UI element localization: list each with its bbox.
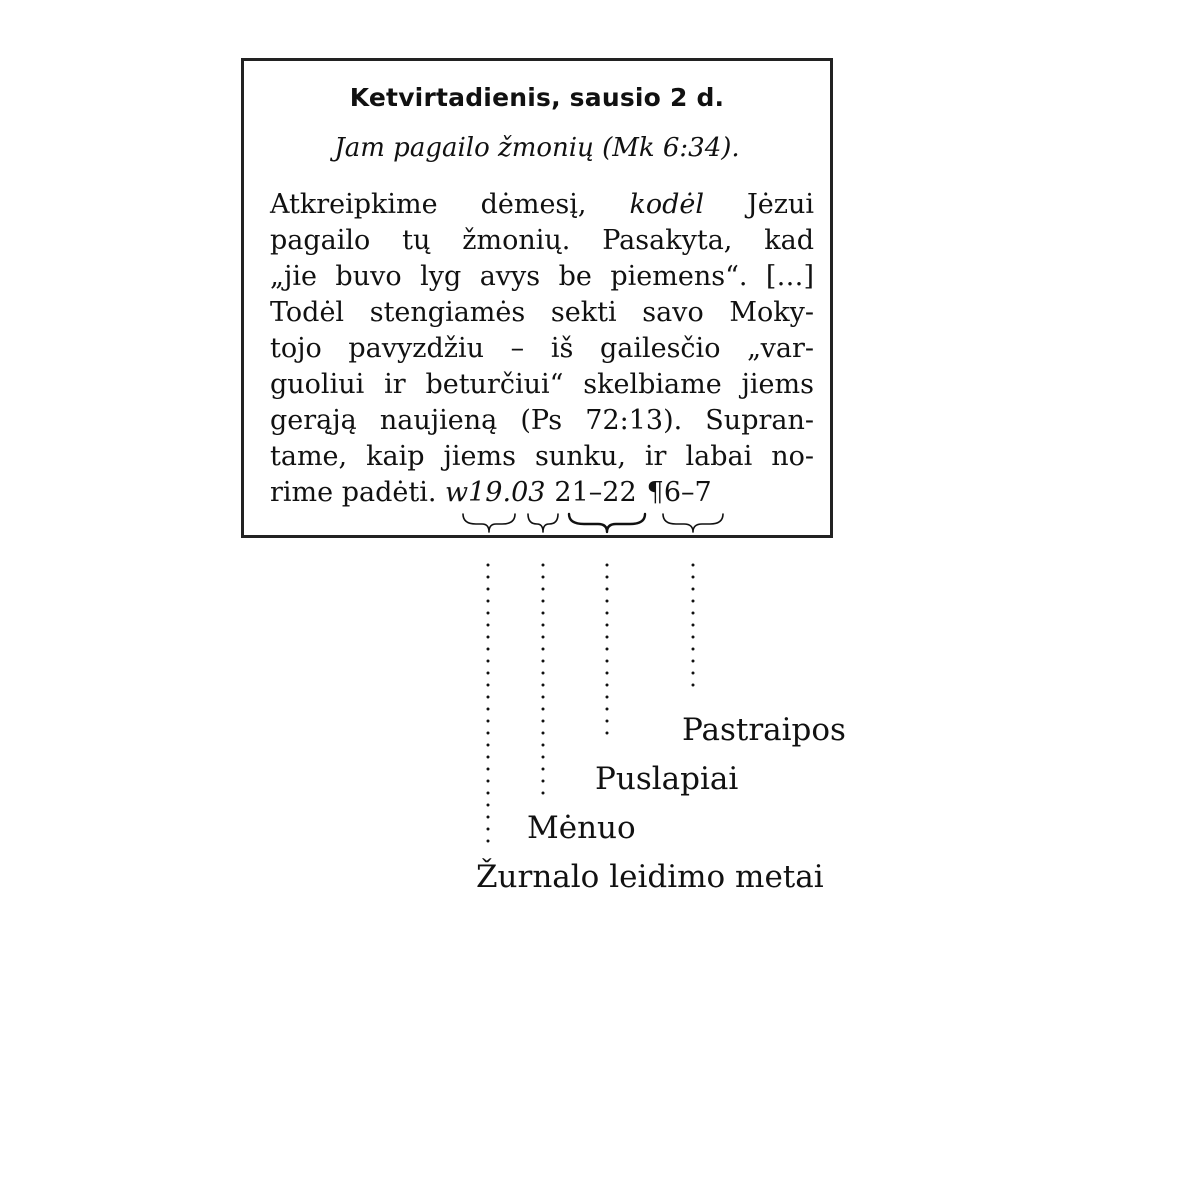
last-line-text: rime padėti. <box>270 477 445 508</box>
daily-text-card <box>241 58 833 538</box>
body-line: gerąją naujieną (Ps 72:13). Supran- <box>270 405 814 436</box>
body-line: tame, kaip jiems sunku, ir labai no- <box>270 441 814 472</box>
reference-year: w19. <box>445 477 512 508</box>
body-line-last <box>270 475 814 511</box>
reference-paragraphs: ¶6–7 <box>646 477 712 508</box>
legend-paragraphs: Pastraipos <box>682 712 846 748</box>
body-line: tojo pavyzdžiu – iš gailesčio „var- <box>270 333 814 364</box>
body-line: guoliui ir beturčiui“ skelbiame jiems <box>270 369 814 400</box>
legend-pages: Puslapiai <box>595 761 739 797</box>
legend-year: Žurnalo leidimo metai <box>476 859 824 895</box>
body-line: Todėl stengiamės sekti savo Moky- <box>270 297 814 328</box>
legend-month: Mėnuo <box>527 810 636 846</box>
body-line: Atkreipkime dėmesį, kodėl Jėzui <box>270 189 814 220</box>
reference-pages: 21–22 <box>554 477 637 508</box>
body-line: pagailo tų žmonių. Pasakyta, kad <box>270 225 814 256</box>
body-line: „jie buvo lyg avys be piemens“. […] <box>270 261 814 292</box>
theme-verse: Jam pagailo žmonių (Mk 6:34). <box>334 133 740 163</box>
day-title: Ketvirtadienis, sausio 2 d. <box>349 83 725 112</box>
reference-month: 03 <box>511 477 546 508</box>
